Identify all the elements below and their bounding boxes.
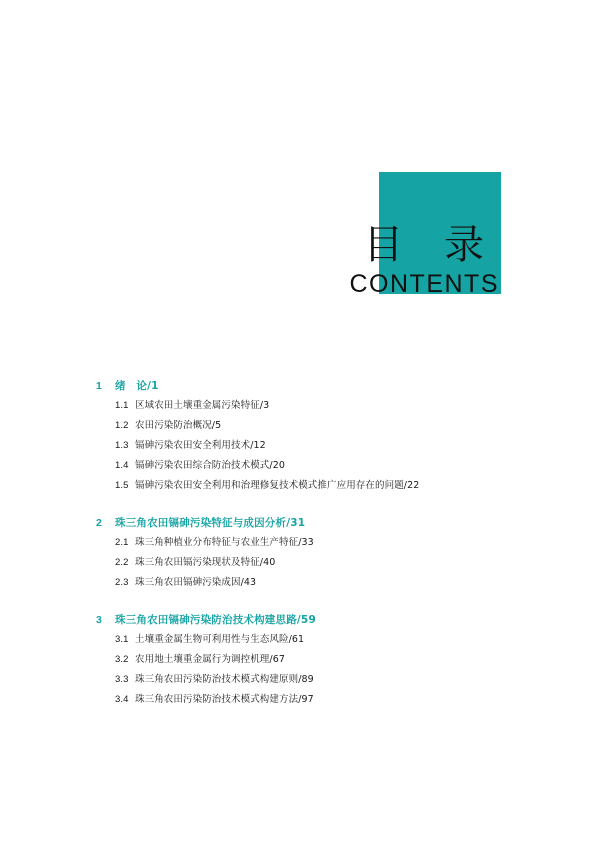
toc-entry-title: 珠三角农田污染防治技术模式构建原则/89 xyxy=(135,674,314,685)
toc-entry[interactable] xyxy=(96,396,516,416)
toc-entry[interactable] xyxy=(96,436,516,456)
toc-entry-number: 3.1 xyxy=(115,634,129,645)
toc-entry-number: 3.2 xyxy=(115,654,129,665)
toc-chapter xyxy=(96,514,516,593)
toc-entry[interactable] xyxy=(96,670,516,690)
toc-entry[interactable] xyxy=(96,650,516,670)
toc-chapter-title: 珠三角农田镉砷污染特征与成因分析/31 xyxy=(115,517,306,529)
toc-entry-title: 农用地土壤重金属行为调控机理/67 xyxy=(135,654,285,665)
toc-entry-title: 珠三角种植业分布特征与农业生产特征/33 xyxy=(135,537,314,548)
toc-entry-number: 1.1 xyxy=(115,400,129,411)
toc-entry[interactable] xyxy=(96,456,516,476)
title-chinese: 目 录 xyxy=(363,222,498,268)
toc-chapter-heading[interactable] xyxy=(96,377,516,396)
toc-chapter xyxy=(96,611,516,710)
toc-chapter-heading[interactable] xyxy=(96,514,516,533)
toc-entry[interactable] xyxy=(96,476,516,496)
toc-entry-number: 2.1 xyxy=(115,537,129,548)
toc-entry-title: 土壤重金属生物可利用性与生态风险/61 xyxy=(135,634,305,645)
toc-entry-number: 1.4 xyxy=(115,460,129,471)
toc-entry-title: 珠三角农田镉污染现状及特征/40 xyxy=(135,557,276,568)
toc-entry-title: 区域农田土壤重金属污染特征/3 xyxy=(135,400,270,411)
title-english: CONTENTS xyxy=(349,270,499,298)
toc-entry[interactable] xyxy=(96,630,516,650)
toc-chapter-title: 珠三角农田镉砷污染防治技术构建思路/59 xyxy=(115,614,316,626)
toc-entry-title: 珠三角农田污染防治技术模式构建方法/97 xyxy=(135,694,314,705)
toc-entry-number: 1.3 xyxy=(115,440,129,451)
page-title xyxy=(300,222,500,298)
toc-chapter-heading[interactable] xyxy=(96,611,516,630)
toc-entry-title: 镉砷污染农田综合防治技术模式/20 xyxy=(135,460,285,471)
toc-entry[interactable] xyxy=(96,690,516,710)
toc-entry[interactable] xyxy=(96,573,516,593)
toc-entry-number: 2.2 xyxy=(115,557,129,568)
toc-entry-title: 镉砷污染农田安全利用和治理修复技术模式推广应用存在的问题/22 xyxy=(135,480,420,491)
toc-entry[interactable] xyxy=(96,416,516,436)
toc-entry-title: 珠三角农田镉砷污染成因/43 xyxy=(135,577,257,588)
toc-entry-number: 3.4 xyxy=(115,694,129,705)
toc-chapter-number: 3 xyxy=(96,614,103,626)
toc-entry-title: 农田污染防治概况/5 xyxy=(135,420,222,431)
toc-entry-number: 3.3 xyxy=(115,674,129,685)
toc-entry-number: 2.3 xyxy=(115,577,129,588)
toc-entry-number: 1.5 xyxy=(115,480,129,491)
toc-chapter-number: 1 xyxy=(96,380,103,392)
toc-entry-number: 1.2 xyxy=(115,420,129,431)
toc-chapter-number: 2 xyxy=(96,517,103,529)
toc-chapter xyxy=(96,377,516,496)
table-of-contents xyxy=(96,377,516,710)
toc-entry-title: 镉砷污染农田安全利用技术/12 xyxy=(135,440,266,451)
toc-entry[interactable] xyxy=(96,553,516,573)
toc-chapter-title: 绪 论/1 xyxy=(115,380,159,392)
toc-entry[interactable] xyxy=(96,533,516,553)
